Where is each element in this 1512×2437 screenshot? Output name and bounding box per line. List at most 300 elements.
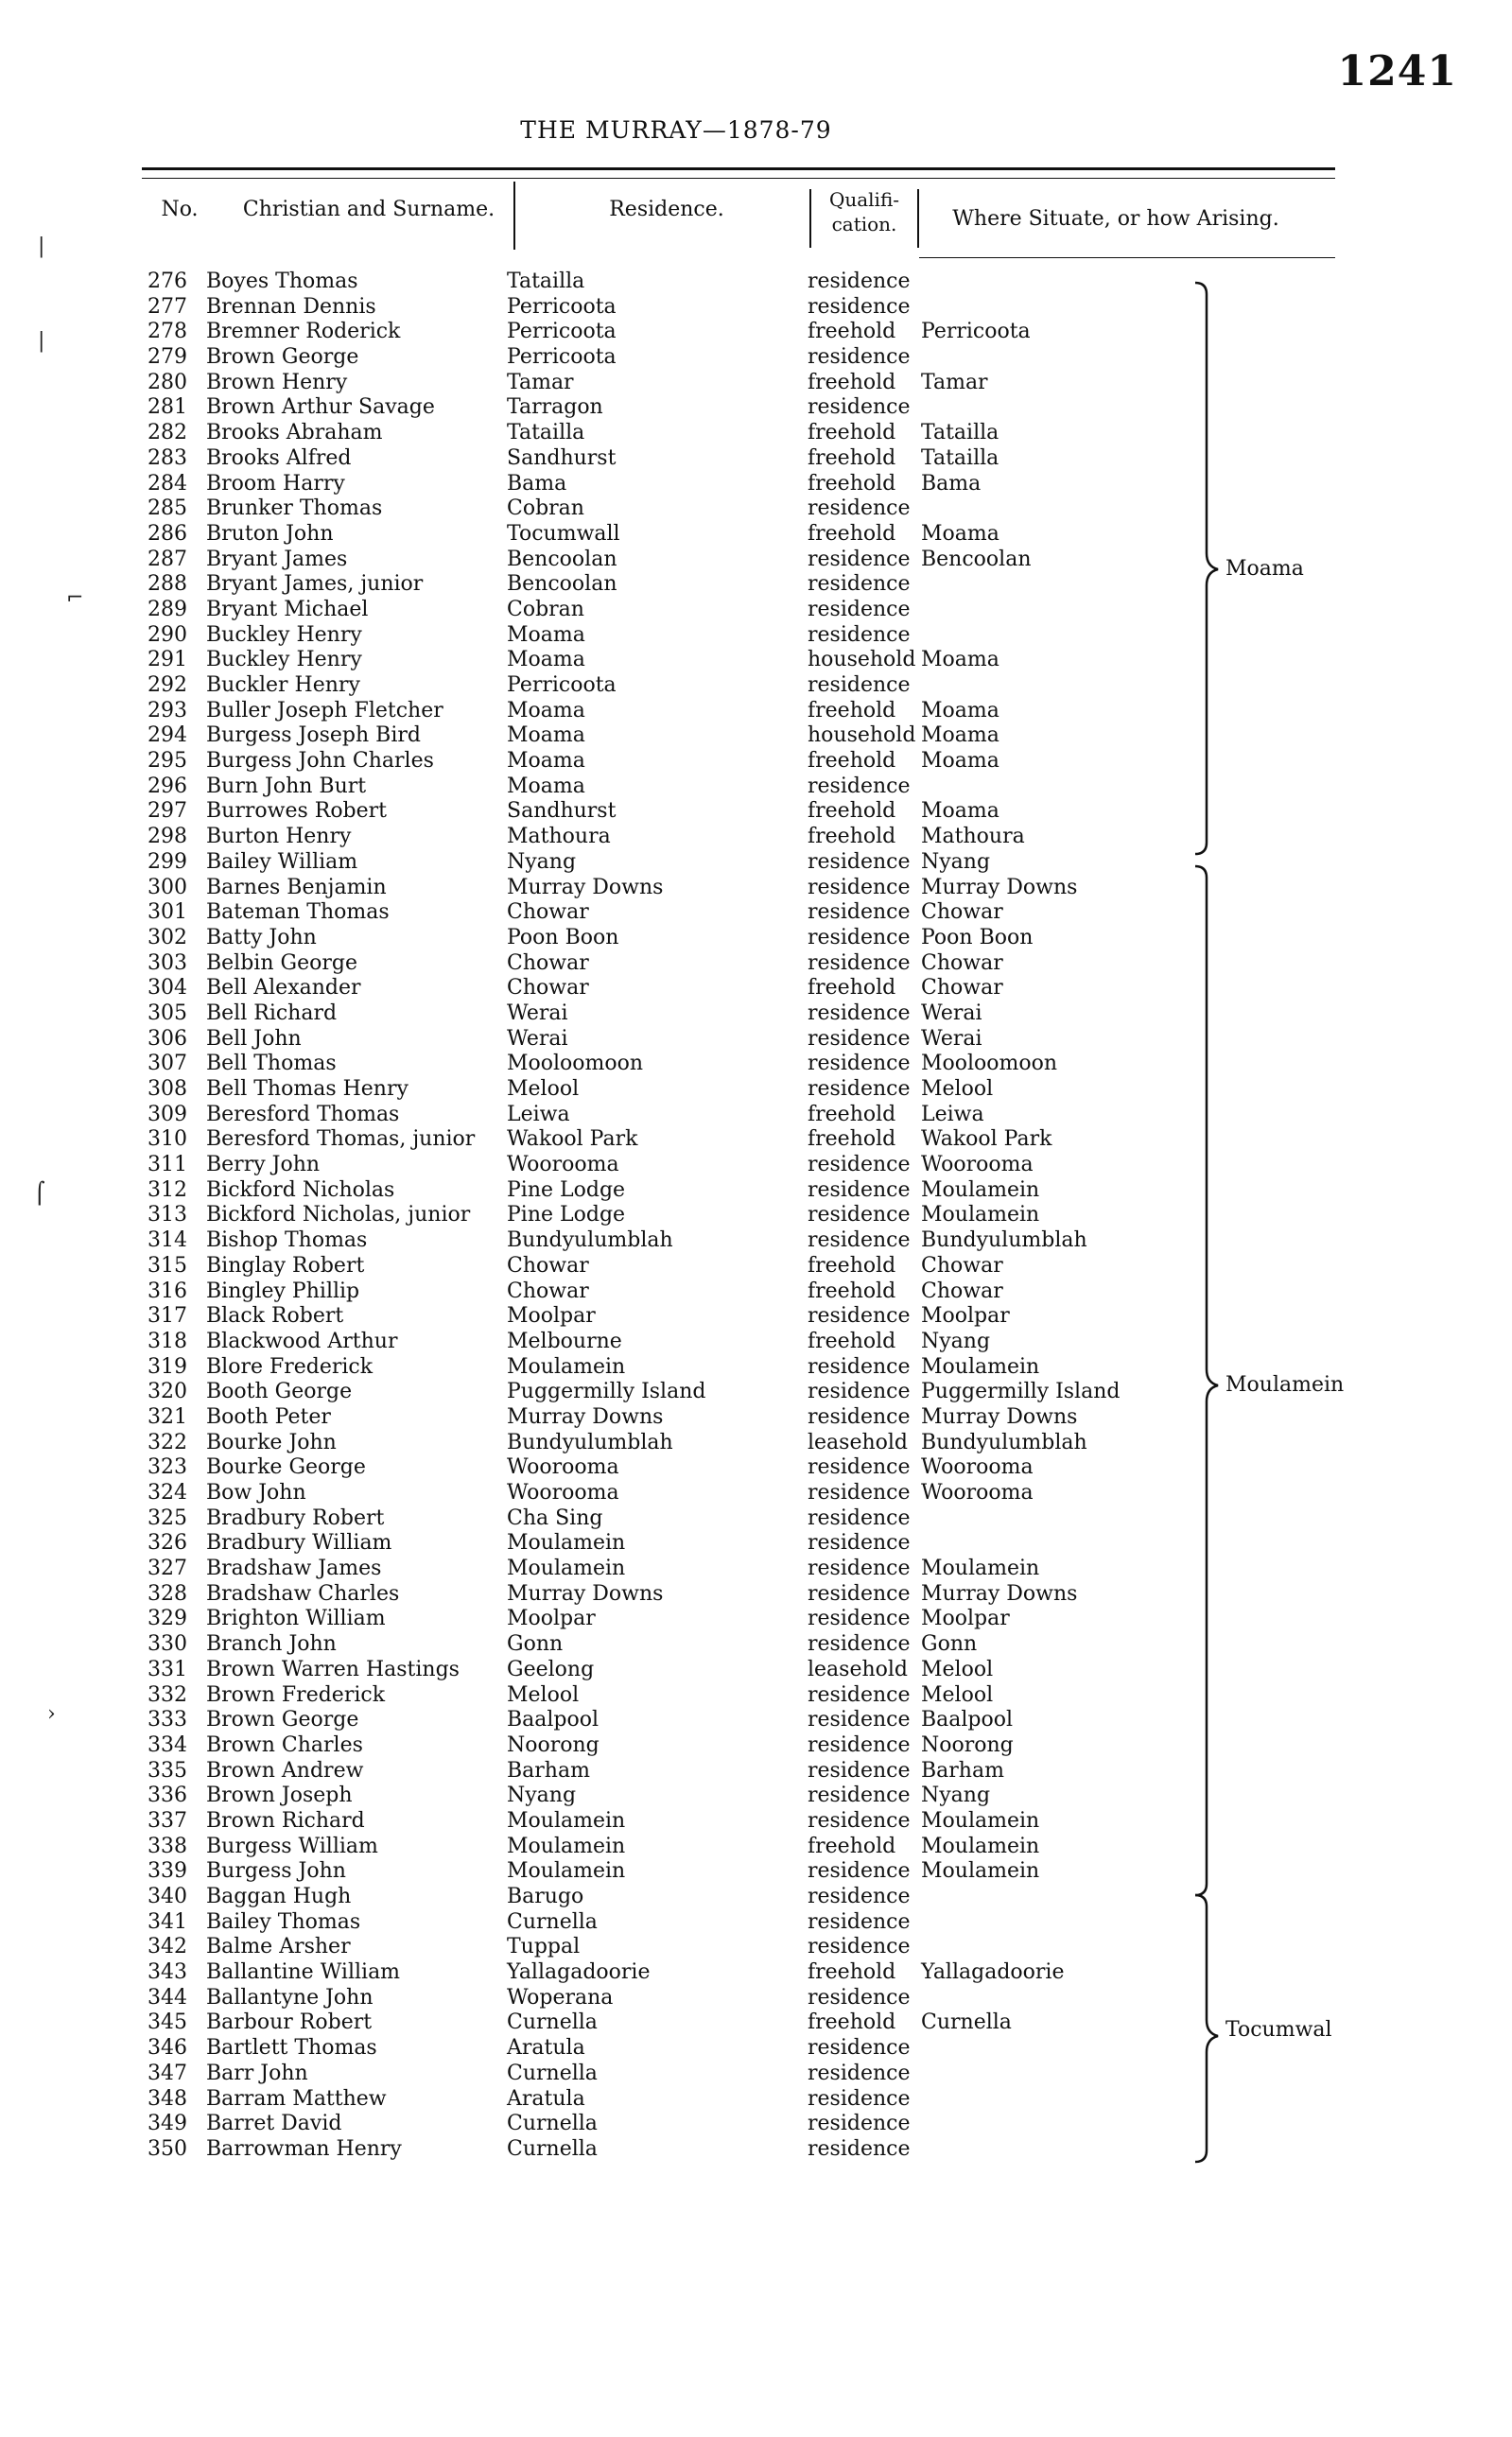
entry-qualification: residence [808,597,911,621]
entry-qualification: freehold [808,1834,896,1858]
table-row [132,951,1362,977]
entry-qualification: residence [808,1581,911,1606]
entry-qualification: residence [808,2061,911,2085]
entry-name: Bailey William [206,849,358,874]
header-divider-3 [917,189,919,248]
table-row [132,1405,1362,1431]
entry-qualification: freehold [808,370,896,394]
entry-residence: Nyang [507,1784,577,1808]
table-row [132,1582,1362,1608]
entry-residence: Poon Boon [507,925,619,949]
entry-name: Brunker Thomas [206,496,383,521]
table-row [132,345,1362,371]
entry-qualification: residence [808,1153,911,1177]
entry-where-situate: Chowar [921,950,1003,975]
table-row [132,446,1362,472]
entry-residence: Noorong [507,1732,600,1757]
entry-where-situate: Tamar [921,370,988,394]
entry-name: Barret David [206,2112,342,2136]
entry-qualification: residence [808,1859,911,1884]
entry-name: Brooks Abraham [206,421,383,445]
margin-mark: | [38,235,45,258]
entry-qualification: residence [808,950,911,975]
entry-name: Burgess Joseph Bird [206,723,421,748]
table-row [132,1001,1362,1027]
entry-name: Brown George [206,1708,359,1732]
entry-number: 307 [148,1052,187,1076]
entry-name: Balme Arsher [206,1935,351,1959]
entry-number: 293 [148,698,187,722]
entry-name: Buckler Henry [206,673,360,697]
entry-number: 315 [148,1253,187,1278]
entry-name: Bickford Nicholas [206,1177,395,1202]
entry-number: 314 [148,1228,187,1253]
entry-qualification: residence [808,294,911,319]
entry-where-situate: Murray Downs [921,875,1078,899]
entry-where-situate: Melool [921,1682,994,1707]
entry-name: Bradshaw Charles [206,1581,400,1606]
entry-qualification: leasehold [808,1430,909,1454]
entry-qualification: residence [808,1228,911,1253]
entry-name: Bickford Nicholas, junior [206,1203,471,1227]
entry-name: Bailey Thomas [206,1909,361,1934]
entry-number: 308 [148,1077,187,1101]
entry-residence: Woorooma [507,1481,619,1505]
table-row [132,1077,1362,1103]
table-row [132,1178,1362,1204]
entry-residence: Tatailla [507,421,585,445]
entry-qualification: freehold [808,749,896,774]
table-row [132,1960,1362,1986]
table-row [132,1304,1362,1330]
entry-where-situate: Woorooma [921,1153,1034,1177]
entry-qualification: freehold [808,1279,896,1303]
table-row [132,749,1362,775]
entry-number: 339 [148,1859,187,1884]
entry-name: Burn John Burt [206,774,367,798]
entry-residence: Melool [507,1682,580,1707]
entry-residence: Moulamein [507,1859,626,1884]
entry-residence: Tuppal [507,1935,581,1959]
entry-where-situate: Bama [921,471,982,496]
entry-name: Barr John [206,2061,308,2085]
entry-residence: Tarragon [507,395,603,420]
entry-name: Broom Harry [206,471,345,496]
table-row [132,723,1362,749]
table-row [132,1481,1362,1506]
entry-name: Brown Warren Hastings [206,1657,460,1681]
entry-name: Baggan Hugh [206,1885,352,1908]
entry-name: Brown George [206,345,359,370]
header-qualification: Qualifi- cation. [828,188,900,235]
header-top-rule [142,167,1335,170]
entry-number: 304 [148,976,187,1001]
entry-residence: Moama [507,749,585,774]
entry-name: Barrowman Henry [206,2136,402,2161]
entry-where-situate: Melool [921,1077,994,1101]
table-row [132,1986,1362,2011]
entry-where-situate: Poon Boon [921,925,1034,949]
entry-name: Brown Frederick [206,1682,386,1707]
page-number: 1241 [1337,47,1457,96]
table-row [132,850,1362,876]
entry-residence: Chowar [507,1253,589,1278]
table-row [132,1203,1362,1228]
entry-number: 280 [148,370,187,394]
table-row [132,876,1362,901]
table-row [132,270,1362,295]
entry-qualification: residence [808,1682,911,1707]
entry-residence: Gonn [507,1632,564,1657]
entry-residence: Cobran [507,496,584,521]
entry-name: Bartlett Thomas [206,2036,377,2061]
entry-number: 317 [148,1304,187,1329]
entry-residence: Bundyulumblah [507,1430,673,1454]
entry-qualification: residence [808,849,911,874]
entry-qualification: residence [808,2036,911,2061]
entry-residence: Barham [507,1758,590,1783]
entry-residence: Sandhurst [507,799,617,824]
table-row [132,2062,1362,2087]
table-row [132,900,1362,926]
table-row [132,976,1362,1001]
table-row [132,395,1362,421]
entry-residence: Puggermilly Island [507,1380,706,1404]
entry-name: Bourke John [206,1430,337,1454]
entry-qualification: residence [808,1455,911,1480]
voter-list [132,270,1362,2163]
table-row [132,825,1362,850]
entry-qualification: freehold [808,1329,896,1353]
entry-name: Bateman Thomas [206,900,390,925]
entry-name: Barnes Benjamin [206,875,387,899]
entry-number: 336 [148,1784,187,1808]
entry-qualification: household [808,723,916,748]
entry-number: 329 [148,1607,187,1631]
entry-number: 343 [148,1960,187,1985]
entry-name: Barram Matthew [206,2086,387,2111]
entry-number: 298 [148,825,187,849]
entry-name: Burton Henry [206,825,352,849]
entry-residence: Moama [507,774,585,798]
group-brace-tocumwal [1190,1891,1227,2175]
table-row [132,1859,1362,1885]
table-row [132,1228,1362,1254]
entry-qualification: residence [808,1758,911,1783]
entry-qualification: freehold [808,976,896,1001]
entry-name: Brennan Dennis [206,294,376,319]
entry-name: Burgess John [206,1859,346,1884]
entry-qualification: freehold [808,471,896,496]
table-row [132,623,1362,649]
entry-name: Bell Thomas Henry [206,1077,408,1101]
entry-name: Brown Henry [206,370,348,394]
table-row [132,1708,1362,1733]
entry-name: Bryant James, junior [206,572,424,597]
entry-residence: Moama [507,648,585,672]
table-row [132,699,1362,724]
entry-number: 340 [148,1885,187,1908]
entry-qualification: residence [808,572,911,597]
entry-where-situate: Yallagadoorie [921,1960,1065,1985]
entry-qualification: residence [808,2136,911,2161]
entry-name: Bradbury Robert [206,1506,385,1530]
entry-qualification: residence [808,1380,911,1404]
entry-where-situate: Moama [921,723,999,748]
entry-name: Barbour Robert [206,2011,373,2035]
entry-where-situate: Woorooma [921,1481,1034,1505]
entry-where-situate: Chowar [921,1253,1003,1278]
header-residence: Residence. [609,198,724,221]
entry-where-situate: Moulamein [921,1203,1040,1227]
entry-name: Burgess William [206,1834,378,1858]
entry-where-situate: Nyang [921,849,991,874]
entry-number: 319 [148,1354,187,1379]
entry-qualification: residence [808,1732,911,1757]
entry-name: Bourke George [206,1455,366,1480]
table-row [132,1052,1362,1077]
entry-residence: Murray Downs [507,875,664,899]
entry-name: Bradshaw James [206,1557,382,1581]
entry-qualification: residence [808,1177,911,1202]
entry-qualification: residence [808,1985,911,2010]
entry-residence: Moulamein [507,1834,626,1858]
entry-number: 344 [148,1985,187,2010]
table-row [132,1809,1362,1835]
entry-number: 291 [148,648,187,672]
table-row [132,1027,1362,1053]
entry-number: 301 [148,900,187,925]
entry-qualification: household [808,648,916,672]
entry-qualification: residence [808,1304,911,1329]
entry-qualification: residence [808,1354,911,1379]
table-row [132,2011,1362,2036]
entry-residence: Moulamein [507,1557,626,1581]
entry-residence: Moama [507,723,585,748]
entry-number: 305 [148,1001,187,1025]
entry-qualification: residence [808,1909,911,1934]
entry-qualification: residence [808,875,911,899]
entry-name: Brighton William [206,1607,386,1631]
table-row [132,1607,1362,1632]
entry-number: 338 [148,1834,187,1858]
entry-number: 278 [148,320,187,344]
entry-number: 348 [148,2086,187,2111]
entry-residence: Perricoota [507,673,617,697]
entry-residence: Moama [507,698,585,722]
entry-number: 285 [148,496,187,521]
table-row [132,1330,1362,1355]
entry-qualification: residence [808,1506,911,1530]
header-top-rule-thin [142,178,1335,179]
entry-number: 331 [148,1657,187,1681]
table-row [132,320,1362,345]
entry-qualification: freehold [808,445,896,470]
entry-where-situate: Moolpar [921,1607,1010,1631]
table-row [132,1431,1362,1456]
entry-number: 288 [148,572,187,597]
entry-residence: Moama [507,622,585,647]
entry-residence: Baalpool [507,1708,600,1732]
entry-where-situate: Puggermilly Island [921,1380,1121,1404]
header-divider-2 [809,189,811,248]
entry-qualification: residence [808,622,911,647]
entry-name: Burrowes Robert [206,799,388,824]
entry-name: Batty John [206,925,317,949]
entry-number: 310 [148,1127,187,1152]
entry-residence: Tocumwall [507,521,620,546]
margin-mark: ⌐ [66,586,84,610]
table-row [132,1531,1362,1557]
entry-residence: Aratula [507,2036,585,2061]
header-name: Christian and Surname. [242,198,495,221]
entry-residence: Tataillа [507,270,585,293]
table-row [132,1733,1362,1759]
entry-where-situate: Moama [921,648,999,672]
entry-where-situate: Murray Downs [921,1581,1078,1606]
entry-residence: Wakool Park [507,1127,638,1152]
table-row [132,1455,1362,1481]
entry-residence: Moulamein [507,1531,626,1556]
entry-number: 282 [148,421,187,445]
table-row [132,1683,1362,1709]
entry-qualification: residence [808,345,911,370]
table-row [132,1355,1362,1381]
entry-name: Bryant Michael [206,597,369,621]
entry-qualification: freehold [808,1127,896,1152]
table-row [132,1632,1362,1658]
entry-qualification: residence [808,2086,911,2111]
entry-qualification: freehold [808,698,896,722]
entry-number: 312 [148,1177,187,1202]
entry-residence: Murray Downs [507,1404,664,1429]
entry-qualification: residence [808,1481,911,1505]
entry-name: Booth Peter [206,1404,331,1429]
entry-residence: Bama [507,471,567,496]
entry-qualification: residence [808,547,911,571]
entry-number: 290 [148,622,187,647]
entry-where-situate: Moama [921,749,999,774]
entry-number: 296 [148,774,187,798]
entry-where-situate: Wakool Park [921,1127,1052,1152]
entry-number: 302 [148,925,187,949]
entry-residence: Chowar [507,976,589,1001]
entry-residence: Woorooma [507,1455,619,1480]
entry-residence: Perricoota [507,320,617,344]
entry-residence: Chowar [507,950,589,975]
entry-where-situate: Mathoura [921,825,1025,849]
entry-name: Blackwood Arthur [206,1329,398,1353]
entry-where-situate: Mooloomoon [921,1052,1058,1076]
entry-where-situate: Moama [921,698,999,722]
entry-name: Bruton John [206,521,334,546]
table-row [132,2036,1362,2062]
entry-where-situate: Moama [921,799,999,824]
entry-qualification: freehold [808,421,896,445]
entry-qualification: residence [808,774,911,798]
table-row [132,799,1362,825]
entry-number: 289 [148,597,187,621]
entry-residence: Moulamein [507,1808,626,1833]
entry-qualification: residence [808,1557,911,1581]
entry-residence: Bencoolan [507,547,617,571]
entry-where-situate: Werai [921,1001,982,1025]
entry-where-situate: Moulamein [921,1834,1040,1858]
entry-where-situate: Perricoota [921,320,1031,344]
entry-residence: Mathoura [507,825,611,849]
entry-where-situate: Bencoolan [921,547,1032,571]
entry-name: Berry John [206,1153,321,1177]
entry-qualification: residence [808,1077,911,1101]
entry-name: Bremner Roderick [206,320,401,344]
table-row [132,1254,1362,1279]
entry-number: 295 [148,749,187,774]
entry-number: 321 [148,1404,187,1429]
entry-name: Black Robert [206,1304,344,1329]
entry-number: 333 [148,1708,187,1732]
entry-number: 311 [148,1153,187,1177]
entry-where-situate: Chowar [921,1279,1003,1303]
entry-residence: Mooloomoon [507,1052,644,1076]
table-row [132,2137,1362,2163]
entry-number: 332 [148,1682,187,1707]
entry-where-situate: Barham [921,1758,1004,1783]
table-row [132,1935,1362,1960]
entry-number: 326 [148,1531,187,1556]
entry-where-situate: Bundyulumblah [921,1430,1087,1454]
entry-name: Bryant James [206,547,348,571]
entry-number: 284 [148,471,187,496]
entry-number: 335 [148,1758,187,1783]
entry-number: 300 [148,875,187,899]
entry-where-situate: Noorong [921,1732,1014,1757]
entry-qualification: freehold [808,2011,896,2035]
entry-name: Bell Alexander [206,976,361,1001]
header-divider-1 [513,182,515,250]
entry-residence: Werai [507,1001,568,1025]
table-row [132,1103,1362,1128]
entry-name: Ballantine William [206,1960,401,1985]
entry-number: 334 [148,1732,187,1757]
table-row [132,926,1362,951]
entry-where-situate: Woorooma [921,1455,1034,1480]
margin-mark: › [47,1702,56,1726]
entry-residence: Perricoota [507,294,617,319]
entry-where-situate: Curnella [921,2011,1012,2035]
entry-where-situate: Werai [921,1026,982,1051]
entry-number: 320 [148,1380,187,1404]
entry-residence: Curnella [507,2061,598,2085]
entry-residence: Melool [507,1077,580,1101]
entry-qualification: residence [808,2112,911,2136]
entry-number: 277 [148,294,187,319]
entry-name: Buckley Henry [206,622,362,647]
entry-number: 346 [148,2036,187,2061]
table-row [132,775,1362,800]
entry-residence: Moolpar [507,1607,596,1631]
margin-mark: ⌠ [34,1182,45,1206]
entry-qualification: residence [808,1026,911,1051]
group-brace-moama [1190,279,1227,865]
entry-where-situate: Moulamein [921,1557,1040,1581]
table-row [132,1835,1362,1860]
entry-residence: Curnella [507,2112,598,2136]
entry-where-situate: Bundyulumblah [921,1228,1087,1253]
entry-qualification: freehold [808,1960,896,1985]
entry-name: Buller Joseph Fletcher [206,698,443,722]
entry-number: 342 [148,1935,187,1959]
entry-where-situate: Chowar [921,976,1003,1001]
